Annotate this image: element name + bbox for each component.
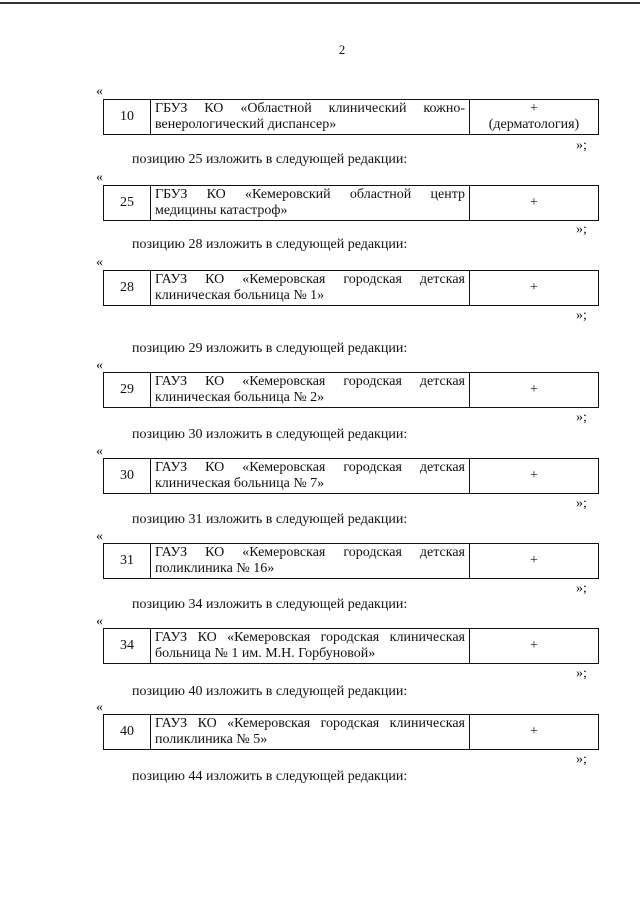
row-mark: + bbox=[470, 373, 599, 408]
org-line-1: ГАУЗ КО «Кемеровская городская детская bbox=[155, 545, 465, 560]
table-row bbox=[103, 99, 599, 135]
org-line-2: венерологический диспансер» bbox=[155, 117, 337, 132]
open-quote: « bbox=[96, 614, 103, 629]
paragraph: позицию 29 изложить в следующей редакции: bbox=[132, 341, 408, 356]
paragraph: позицию 30 изложить в следующей редакции: bbox=[132, 427, 408, 442]
paragraph: позицию 31 изложить в следующей редакции: bbox=[132, 512, 408, 527]
org-line-2: клиническая больница № 2» bbox=[155, 390, 325, 405]
close-quote: »; bbox=[576, 138, 587, 153]
row-mark: + bbox=[470, 715, 599, 750]
row-organization bbox=[151, 629, 470, 664]
org-line-2: клиническая больница № 1» bbox=[155, 288, 325, 303]
row-organization bbox=[151, 186, 470, 221]
row-number: 25 bbox=[104, 186, 151, 221]
row-organization bbox=[151, 459, 470, 494]
paragraph: позицию 28 изложить в следующей редакции: bbox=[132, 237, 408, 252]
row-organization bbox=[151, 544, 470, 579]
close-quote: »; bbox=[576, 581, 587, 596]
org-line-2: больница № 1 им. М.Н. Горбуновой» bbox=[155, 646, 376, 661]
mark-note: (дерматология) bbox=[488, 117, 580, 132]
row-number: 28 bbox=[104, 271, 151, 306]
row-organization bbox=[151, 373, 470, 408]
paragraph: позицию 40 изложить в следующей редакции: bbox=[132, 684, 408, 699]
open-quote: « bbox=[96, 84, 103, 99]
org-line-1: ГБУЗ КО «Областной клинический кожно- bbox=[155, 101, 465, 116]
close-quote: »; bbox=[576, 496, 587, 511]
row-number: 10 bbox=[104, 100, 151, 135]
table-row bbox=[103, 543, 599, 579]
open-quote: « bbox=[96, 358, 103, 373]
row-mark: + bbox=[470, 629, 599, 664]
paragraph: позицию 25 изложить в следующей редакции: bbox=[132, 152, 408, 167]
org-line-1: ГАУЗ КО «Кемеровская городская детская bbox=[155, 272, 465, 287]
org-line-2: поликлиника № 16» bbox=[155, 561, 275, 576]
close-quote: »; bbox=[576, 308, 587, 323]
row-organization bbox=[151, 715, 470, 750]
org-line-2: клиническая больница № 7» bbox=[155, 476, 325, 491]
open-quote: « bbox=[96, 255, 103, 270]
row-organization bbox=[151, 271, 470, 306]
row-number: 40 bbox=[104, 715, 151, 750]
mark-plus: + bbox=[530, 101, 538, 116]
paragraph: позицию 44 изложить в следующей редакции: bbox=[132, 769, 408, 784]
row-organization bbox=[151, 100, 470, 135]
table-row bbox=[103, 628, 599, 664]
org-line-1: ГБУЗ КО «Кемеровский областной центр bbox=[155, 187, 465, 202]
org-line-1: ГАУЗ КО «Кемеровская городская клиническая bbox=[155, 630, 465, 645]
row-mark bbox=[470, 100, 599, 135]
open-quote: « bbox=[96, 170, 103, 185]
table-row bbox=[103, 458, 599, 494]
open-quote: « bbox=[96, 700, 103, 715]
org-line-2: медицины катастроф» bbox=[155, 203, 288, 218]
row-mark: + bbox=[470, 459, 599, 494]
table-row bbox=[103, 270, 599, 306]
row-number: 31 bbox=[104, 544, 151, 579]
org-line-1: ГАУЗ КО «Кемеровская городская детская bbox=[155, 374, 465, 389]
table-row bbox=[103, 185, 599, 221]
top-edge-line bbox=[0, 2, 640, 4]
table-row bbox=[103, 714, 599, 750]
paragraph: позицию 34 изложить в следующей редакции: bbox=[132, 597, 408, 612]
row-number: 34 bbox=[104, 629, 151, 664]
row-mark: + bbox=[470, 271, 599, 306]
row-number: 30 bbox=[104, 459, 151, 494]
org-line-1: ГАУЗ КО «Кемеровская городская детская bbox=[155, 460, 465, 475]
org-line-2: поликлиника № 5» bbox=[155, 732, 268, 747]
row-number: 29 bbox=[104, 373, 151, 408]
open-quote: « bbox=[96, 444, 103, 459]
row-mark: + bbox=[470, 186, 599, 221]
close-quote: »; bbox=[576, 752, 587, 767]
close-quote: »; bbox=[576, 410, 587, 425]
org-line-1: ГАУЗ КО «Кемеровская городская клиническая bbox=[155, 716, 465, 731]
page-number: 2 bbox=[338, 42, 346, 57]
open-quote: « bbox=[96, 529, 103, 544]
table-row bbox=[103, 372, 599, 408]
close-quote: »; bbox=[576, 666, 587, 681]
close-quote: »; bbox=[576, 222, 587, 237]
row-mark: + bbox=[470, 544, 599, 579]
